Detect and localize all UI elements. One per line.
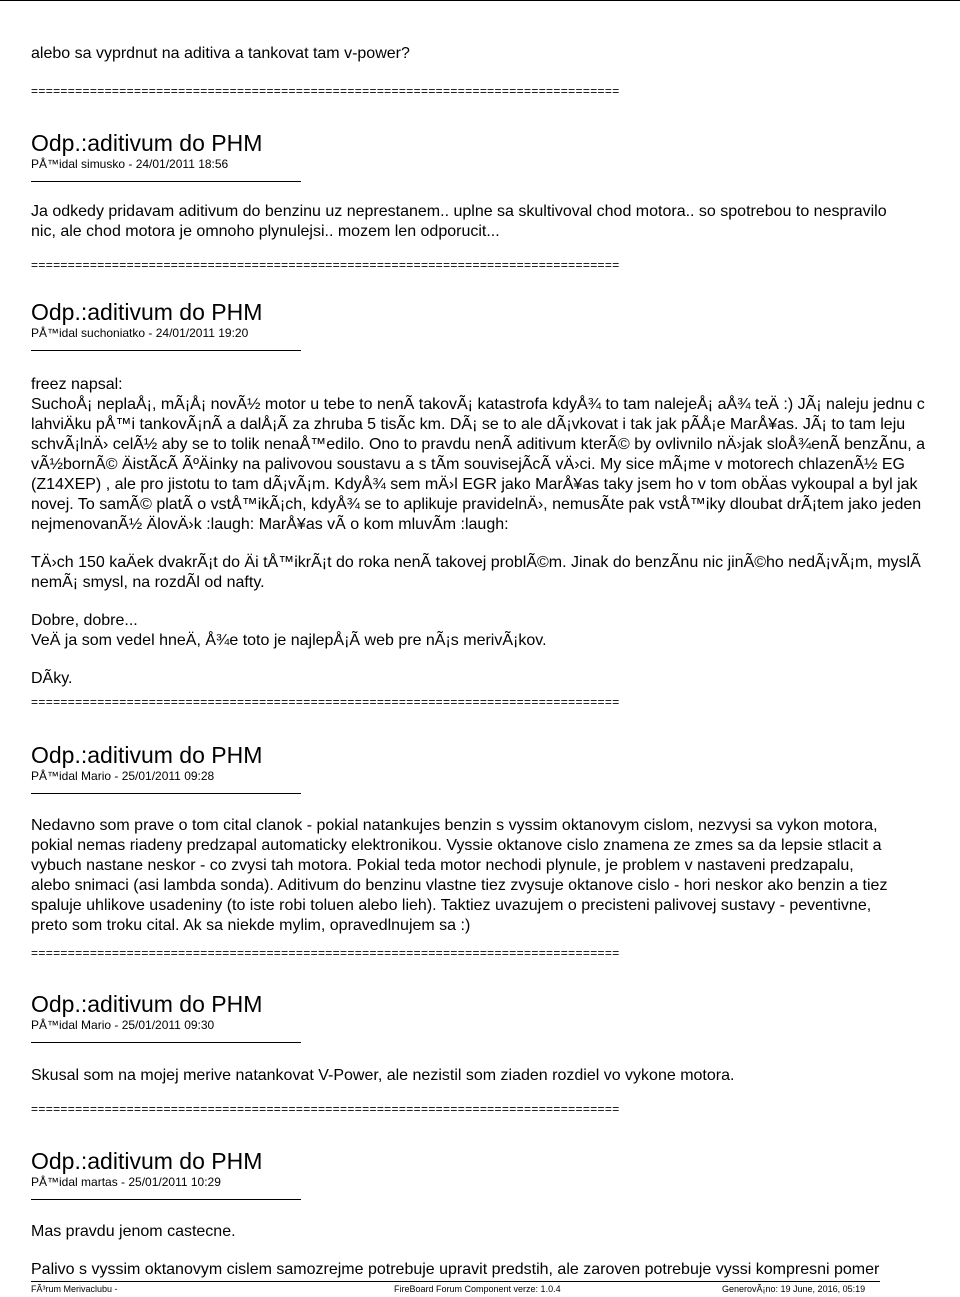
text-line: vÃ½bornÃ© ÄistÃcÃ ÃºÄinky na palivovou soustavu a s tÃm souvisejÃcÃ vÄ›ci. My sice mÃ¡me v motorech chlazenÃ½ EG: [31, 456, 905, 473]
footer-generated-date: GenerovÃ¡no: 19 June, 2016, 05:19: [722, 1284, 866, 1294]
post-paragraph: [31, 1260, 879, 1280]
post-paragraph: [31, 611, 925, 651]
text-line: Mas pravdu jenom castecne.: [31, 1223, 236, 1240]
text-line: Skusal som na mojej merive natankovat V-Power, ale nezistil som ziaden rozdiel vo vykone motora.: [31, 1067, 735, 1084]
text-line: novej. To samÃ© platÃ o vstÅ™ikÃ¡ch, kdyÅ¾ se to aplikuje pravidelnÄ›, nemusÃte pak vstÅ™iky dloubat drÃ¡tem jako jeden: [31, 496, 922, 513]
text-line: preto som troku cital. Ak sa niekde mylim, opravedlnujem sa :): [31, 917, 471, 934]
post-separator: ================================================================================: [31, 258, 620, 272]
post-body: [31, 202, 887, 242]
forum-post: [31, 299, 960, 351]
post-paragraph: [31, 553, 925, 593]
post-separator: ================================================================================: [31, 84, 620, 98]
text-line: vybuch nastane neskor - co zvysi tah motora. Pokial teda motor nechodi plynule, je problem v nastaveni predzapalu,: [31, 857, 854, 874]
post-header-divider: [31, 350, 301, 351]
text-line: pokial nemas riadeny predzapal automaticky elektronikou. Vyssie oktanove cislo znamena ze zmes sa da lepsie stlacit a: [31, 837, 882, 854]
post-body: [31, 1066, 734, 1086]
forum-post: [31, 130, 960, 182]
footer-site-name: FÃ³rum Merivaclubu -: [31, 1284, 118, 1294]
post-paragraph: [31, 1066, 734, 1086]
post-body: [31, 375, 925, 689]
page-footer: [0, 1281, 960, 1297]
text-line: Palivo s vyssim oktanovym cislem samozrejme potrebuje upravit predstih, ale zaroven potrebuje vyssi kompresni pomer: [31, 1261, 880, 1278]
post-header-divider: [31, 181, 301, 182]
footer-component-version: FireBoard Forum Component verze: 1.0.4: [394, 1284, 561, 1294]
post-author-date: PÅ™idal Mario - 25/01/2011 09:30: [31, 1018, 215, 1032]
post-paragraph: [31, 202, 887, 242]
top-border: [0, 0, 960, 1]
post-author-date: PÅ™idal simusko - 24/01/2011 18:56: [31, 157, 229, 171]
post-paragraph: [31, 669, 925, 689]
text-line: spaluje uhlikove usadeniny (to iste robi toluen alebo lieh). Taktiez uvazujem o precisteni palivovej sustavy - peventivne,: [31, 897, 872, 914]
post-title: Odp.:aditivum do PHM: [31, 742, 263, 768]
text-line: nemÃ¡ smysl, na rozdÃl od nafty.: [31, 574, 265, 591]
post-title: Odp.:aditivum do PHM: [31, 1148, 263, 1174]
post-header-divider: [31, 793, 301, 794]
post-title: Odp.:aditivum do PHM: [31, 991, 263, 1017]
post-quote: [31, 375, 925, 535]
text-line: TÄ›ch 150 kaÄek dvakrÃ¡t do Äi tÅ™ikrÃ¡t do roka nenÃ takovej problÃ©m. Jinak do benzÃnu nic jinÃ©ho nedÃ¡vÃ¡m, myslÃ: [31, 554, 921, 571]
text-line: alebo snimaci (asi lambda sonda). Aditivum do benzinu vlastne tiez zvysuje oktanove cislo - hori neskor ako benzin a tiez: [31, 877, 888, 894]
text-line: freez napsal:: [31, 376, 123, 393]
post-separator: ================================================================================: [31, 695, 620, 709]
post-header-divider: [31, 1199, 301, 1200]
post-body: [31, 816, 887, 936]
text-line: nejmenovanÃ½ ÄlovÄ›k :laugh: MarÅ¥as vÃ o kom mluvÃm :laugh:: [31, 516, 509, 533]
text-line: nic, ale chod motora je omnoho plynulejsi.. mozem len odporucit...: [31, 223, 500, 240]
post-paragraph: [31, 1222, 879, 1242]
text-line: Nedavno som prave o tom cital clanok - pokial natankujes benzin s vyssim oktanovym cislom, nezvysi sa vykon motora,: [31, 817, 878, 834]
post-title: Odp.:aditivum do PHM: [31, 130, 263, 156]
post-separator: ================================================================================: [31, 1102, 620, 1116]
post-author-date: PÅ™idal martas - 25/01/2011 10:29: [31, 1175, 221, 1189]
post-body: [31, 1222, 879, 1280]
text-line: Ja odkedy pridavam aditivum do benzinu uz neprestanem.. uplne sa skultivoval chod motora.. so spotrebou to nespravilo: [31, 203, 887, 220]
post-separator: ================================================================================: [31, 946, 620, 960]
post-paragraph: [31, 816, 887, 936]
footer-divider: [31, 1281, 880, 1282]
text-line: lahviÄku pÅ™i tankovÃ¡nÃ a dalÅ¡Ã za zhruba 5 tisÃc km. DÃ¡ se to ale dÃ¡vkovat i tak jak pÃÅ¡e MarÅ¥as. JÃ¡ to tam leju: [31, 416, 906, 433]
post-title: Odp.:aditivum do PHM: [31, 299, 263, 325]
text-line: (Z14XEP) , ale pro jistotu to tam dÃ¡vÃ¡m. KdyÅ¾ sem mÄ›l EGR jako MarÅ¥as taky jsem ho v tom obÄas vykoupal a byl jak: [31, 476, 918, 493]
text-line: Dobre, dobre...: [31, 612, 138, 629]
forum-post: [31, 742, 960, 794]
text-line: DÃky.: [31, 670, 73, 687]
forum-post: [31, 1148, 960, 1200]
text-line: SuchoÅ¡ neplaÅ¡, mÃ¡Å¡ novÃ½ motor u tebe to nenÃ takovÃ¡ katastrofa kdyÅ¾ to tam nalejeÅ¡ aÅ¾ teÄ :) JÃ¡ naleju jednu c: [31, 396, 925, 413]
intro-text: alebo sa vyprdnut na aditiva a tankovat tam v-power?: [31, 45, 410, 62]
forum-post: [31, 991, 960, 1043]
post-header-divider: [31, 1042, 301, 1043]
text-line: schvÃ¡lnÄ› celÃ½ aby se to tolik nenaÅ™edilo. Ono to pravdu nenÃ aditivum kterÃ© by ovlivnilo nÄ›jak sloÅ¾enÃ benzÃnu, a: [31, 436, 926, 453]
post-author-date: PÅ™idal suchoniatko - 24/01/2011 19:20: [31, 326, 249, 340]
text-line: VeÄ ja som vedel hneÄ, Å¾e toto je najlepÅ¡Ã web pre nÃ¡s merivÃ¡kov.: [31, 632, 547, 649]
post-author-date: PÅ™idal Mario - 25/01/2011 09:28: [31, 769, 215, 783]
